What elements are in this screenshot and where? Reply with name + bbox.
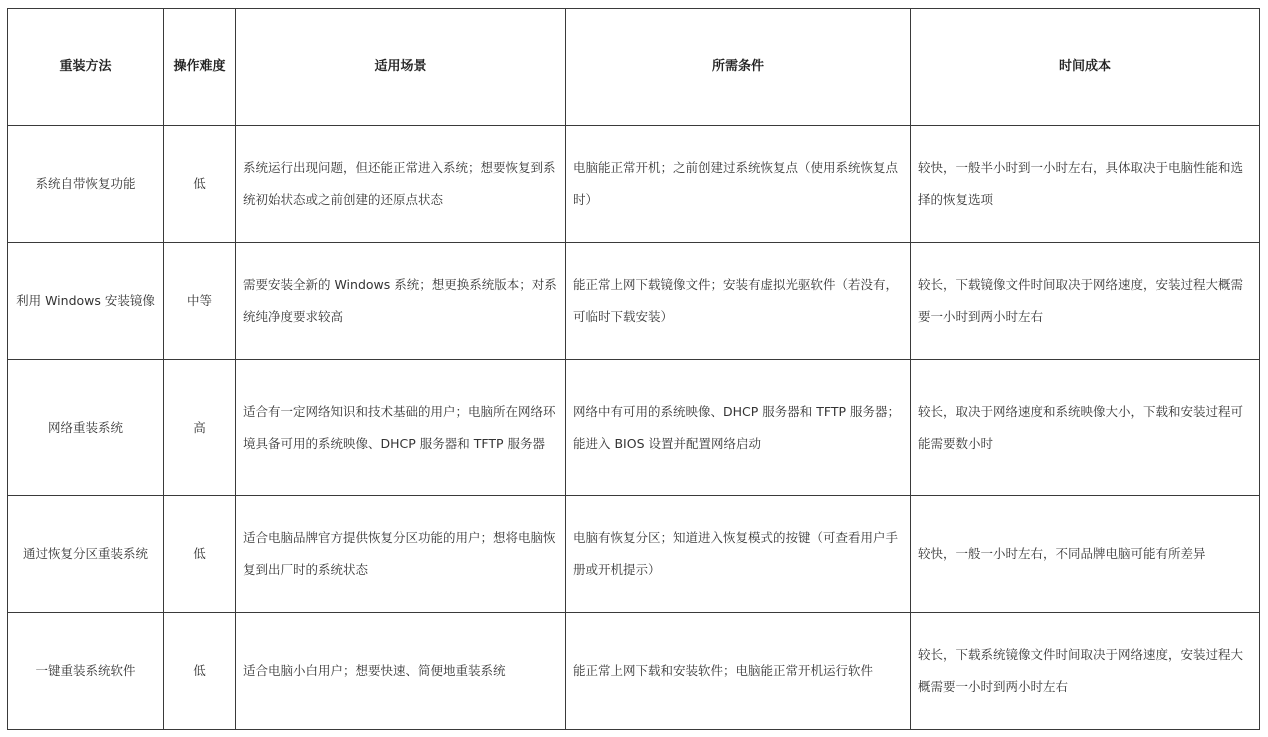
cell-method: 一键重装系统软件 (8, 613, 164, 730)
cell-requirements: 能正常上网下载和安装软件；电脑能正常开机运行软件 (566, 613, 911, 730)
cell-difficulty: 高 (164, 360, 236, 496)
cell-time-cost: 较快，一般半小时到一小时左右，具体取决于电脑性能和选择的恢复选项 (911, 126, 1260, 243)
cell-scenario: 适合电脑品牌官方提供恢复分区功能的用户；想将电脑恢复到出厂时的系统状态 (236, 496, 566, 613)
cell-method: 利用 Windows 安装镜像 (8, 243, 164, 360)
cell-requirements: 电脑能正常开机；之前创建过系统恢复点（使用系统恢复点时） (566, 126, 911, 243)
cell-scenario: 需要安装全新的 Windows 系统；想更换系统版本；对系统纯净度要求较高 (236, 243, 566, 360)
cell-requirements: 电脑有恢复分区；知道进入恢复模式的按键（可查看用户手册或开机提示） (566, 496, 911, 613)
table-row (8, 496, 1260, 613)
cell-difficulty: 低 (164, 496, 236, 613)
cell-scenario: 系统运行出现问题，但还能正常进入系统；想要恢复到系统初始状态或之前创建的还原点状态 (236, 126, 566, 243)
cell-method: 系统自带恢复功能 (8, 126, 164, 243)
table-row (8, 360, 1260, 496)
header-requirements: 所需条件 (566, 9, 911, 126)
header-method: 重装方法 (8, 9, 164, 126)
cell-method: 网络重装系统 (8, 360, 164, 496)
cell-method: 通过恢复分区重装系统 (8, 496, 164, 613)
cell-requirements: 能正常上网下载镜像文件；安装有虚拟光驱软件（若没有，可临时下载安装） (566, 243, 911, 360)
cell-time-cost: 较快，一般一小时左右，不同品牌电脑可能有所差异 (911, 496, 1260, 613)
cell-difficulty: 中等 (164, 243, 236, 360)
header-difficulty: 操作难度 (164, 9, 236, 126)
cell-scenario: 适合有一定网络知识和技术基础的用户；电脑所在网络环境具备可用的系统映像、DHCP 服务器和 TFTP 服务器 (236, 360, 566, 496)
header-scenario: 适用场景 (236, 9, 566, 126)
cell-time-cost: 较长，下载镜像文件时间取决于网络速度，安装过程大概需要一小时到两小时左右 (911, 243, 1260, 360)
cell-time-cost: 较长，下载系统镜像文件时间取决于网络速度，安装过程大概需要一小时到两小时左右 (911, 613, 1260, 730)
table-row (8, 243, 1260, 360)
comparison-table (7, 8, 1260, 730)
table-row (8, 126, 1260, 243)
table-header-row (8, 9, 1260, 126)
header-time-cost: 时间成本 (911, 9, 1260, 126)
cell-difficulty: 低 (164, 126, 236, 243)
cell-difficulty: 低 (164, 613, 236, 730)
cell-time-cost: 较长，取决于网络速度和系统映像大小，下载和安装过程可能需要数小时 (911, 360, 1260, 496)
cell-scenario: 适合电脑小白用户；想要快速、简便地重装系统 (236, 613, 566, 730)
cell-requirements: 网络中有可用的系统映像、DHCP 服务器和 TFTP 服务器；能进入 BIOS 设置并配置网络启动 (566, 360, 911, 496)
table-row (8, 613, 1260, 730)
